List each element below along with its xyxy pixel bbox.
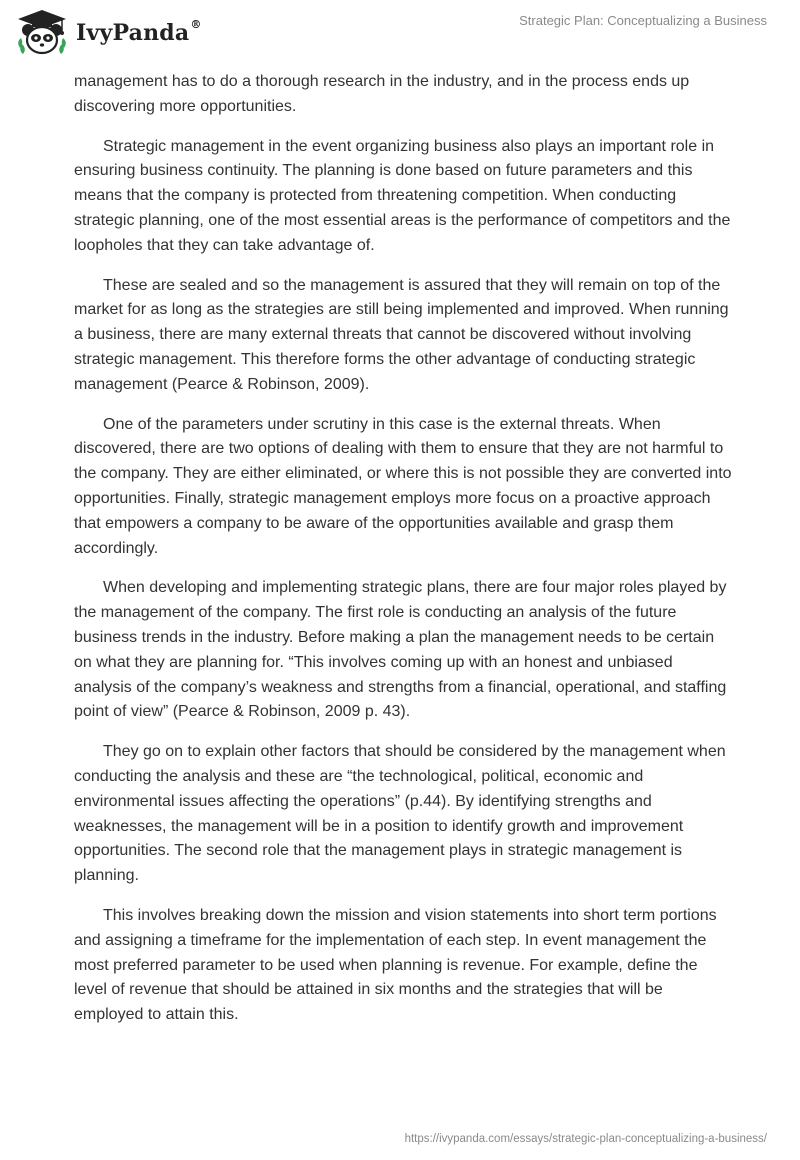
paragraph: These are sealed and so the management is assured that they will remain on top of the market for as long as the strategies are still being implemented and improved. When running a business, there are many external threats that cannot be discovered without involving strategic management. This therefore forms the other advantage of conducting strategic management (Pearce & Robinson, 2009). — [74, 276, 729, 393]
paragraph: Strategic management in the event organizing business also plays an important role in ensuring business continuity. The planning is done based on future parameters and this means that the company is protected from threatening competition. When conducting strategic planning, one of the most essential areas is the performance of competitors and the loopholes that they can take advantage of. — [74, 137, 731, 254]
ivypanda-logo[interactable] — [14, 8, 202, 58]
essay-body — [74, 70, 734, 1043]
source-url-link[interactable]: https://ivypanda.com/essays/strategic-plan-conceptualizing-a-business/ — [404, 1133, 767, 1145]
paragraph: They go on to explain other factors that should be considered by the management when conducting the analysis and these are “the technological, political, economic and environmental issues affecting the operations” (p.44). By identifying strengths and weaknesses, the management will be in a position to identify growth and improvement opportunities. The second role that the management plays in strategic management is planning. — [74, 743, 726, 885]
logo-wordmark — [76, 20, 202, 46]
paragraph: One of the parameters under scrutiny in this case is the external threats. When discovered, there are two options of dealing with them to ensure that they are not harmful to the company. They are either eliminated, or where this is not possible they are converted into opportunities. Finally, strategic management employs more focus on a proactive approach that empowers a company to be aware of the opportunities available and grasp them accordingly. — [74, 415, 732, 557]
logo-registered-mark: ® — [190, 18, 202, 31]
panda-graduate-icon — [14, 8, 70, 58]
page-header — [0, 0, 800, 70]
paragraph: When developing and implementing strategic plans, there are four major roles played by the management of the company. The first role is conducting an analysis of the future business trends in the industry. Before making a plan the management needs to be certain on what they are planning for. “This involves coming up with an honest and unbiased analysis of the company’s weakness and strengths from a financial, operational, and staffing point of view” (Pearce & Robinson, 2009 p. 43). — [74, 579, 727, 721]
paragraph-continued: management has to do a thorough research in the industry, and in the process ends up discovering more opportunities. — [74, 73, 690, 115]
document-title: Strategic Plan: Conceptualizing a Business — [519, 13, 767, 28]
paragraph: This involves breaking down the mission and vision statements into short term portions and assigning a timeframe for the implementation of each step. In event management the most preferred parameter to be used when planning is revenue. For example, define the level of revenue that should be attained in six months and the strategies that will be employed to attain this. — [74, 906, 717, 1024]
logo-text: IvyPanda — [76, 20, 190, 46]
